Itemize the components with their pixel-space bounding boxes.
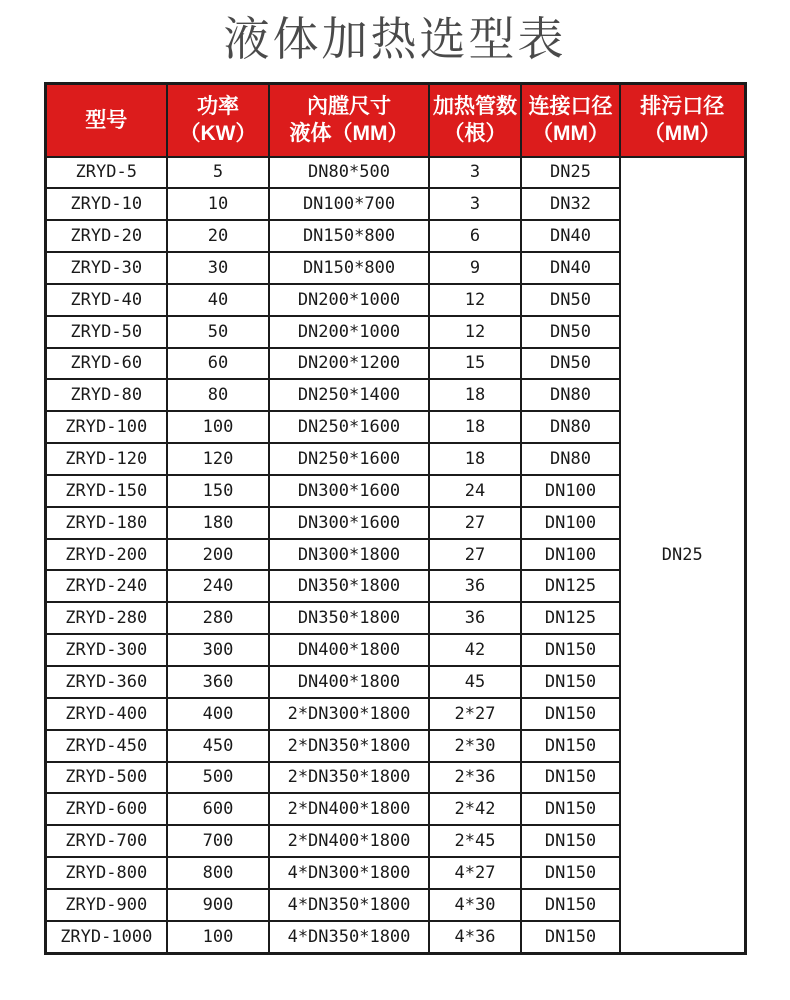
cell-connection: DN50: [521, 348, 620, 380]
cell-size: DN350*1800: [269, 602, 429, 634]
cell-size: DN300*1600: [269, 507, 429, 539]
cell-power: 900: [167, 889, 269, 921]
cell-power: 150: [167, 475, 269, 507]
cell-power: 500: [167, 762, 269, 794]
cell-size: DN400*1800: [269, 666, 429, 698]
cell-size: DN100*700: [269, 188, 429, 220]
cell-size: DN250*1400: [269, 379, 429, 411]
cell-connection: DN150: [521, 762, 620, 794]
cell-connection: DN25: [521, 157, 620, 189]
cell-model: ZRYD-60: [45, 348, 167, 380]
cell-tubes: 45: [429, 666, 521, 698]
cell-size: DN300*1600: [269, 475, 429, 507]
cell-size: DN80*500: [269, 157, 429, 189]
cell-power: 240: [167, 570, 269, 602]
cell-size: 2*DN400*1800: [269, 793, 429, 825]
cell-tubes: 4*30: [429, 889, 521, 921]
cell-power: 280: [167, 602, 269, 634]
header-cell-power: 功率 （KW）: [167, 84, 269, 157]
cell-model: ZRYD-400: [45, 698, 167, 730]
cell-size: 2*DN350*1800: [269, 730, 429, 762]
cell-connection: DN100: [521, 539, 620, 571]
cell-power: 180: [167, 507, 269, 539]
cell-power: 50: [167, 316, 269, 348]
cell-model: ZRYD-20: [45, 220, 167, 252]
cell-size: 2*DN300*1800: [269, 698, 429, 730]
cell-connection: DN150: [521, 634, 620, 666]
header-cell-connection: 连接口径 （MM）: [521, 84, 620, 157]
cell-tubes: 36: [429, 570, 521, 602]
cell-connection: DN80: [521, 443, 620, 475]
cell-model: ZRYD-300: [45, 634, 167, 666]
cell-size: 2*DN350*1800: [269, 762, 429, 794]
cell-connection: DN150: [521, 825, 620, 857]
table-header: [45, 84, 745, 157]
table-row: [45, 157, 745, 189]
cell-power: 800: [167, 857, 269, 889]
cell-tubes: 27: [429, 507, 521, 539]
cell-power: 10: [167, 188, 269, 220]
header-cell-drain: 排污口径 （MM）: [620, 84, 745, 157]
cell-size: DN200*1000: [269, 316, 429, 348]
cell-connection: DN150: [521, 857, 620, 889]
cell-tubes: 12: [429, 284, 521, 316]
cell-size: 4*DN350*1800: [269, 921, 429, 954]
cell-power: 700: [167, 825, 269, 857]
cell-size: DN200*1200: [269, 348, 429, 380]
cell-connection: DN150: [521, 793, 620, 825]
cell-size: DN200*1000: [269, 284, 429, 316]
cell-power: 20: [167, 220, 269, 252]
cell-connection: DN125: [521, 570, 620, 602]
cell-connection: DN50: [521, 284, 620, 316]
cell-size: 4*DN300*1800: [269, 857, 429, 889]
cell-power: 120: [167, 443, 269, 475]
cell-tubes: 2*36: [429, 762, 521, 794]
cell-power: 40: [167, 284, 269, 316]
cell-tubes: 2*27: [429, 698, 521, 730]
cell-model: ZRYD-40: [45, 284, 167, 316]
cell-tubes: 4*36: [429, 921, 521, 954]
cell-model: ZRYD-240: [45, 570, 167, 602]
cell-connection: DN100: [521, 507, 620, 539]
header-cell-model: 型号: [45, 84, 167, 157]
cell-connection: DN80: [521, 411, 620, 443]
cell-connection: DN150: [521, 730, 620, 762]
cell-model: ZRYD-5: [45, 157, 167, 189]
cell-connection: DN150: [521, 889, 620, 921]
cell-size: DN350*1800: [269, 570, 429, 602]
cell-model: ZRYD-360: [45, 666, 167, 698]
cell-power: 360: [167, 666, 269, 698]
cell-size: 4*DN350*1800: [269, 889, 429, 921]
cell-tubes: 18: [429, 379, 521, 411]
cell-model: ZRYD-200: [45, 539, 167, 571]
cell-tubes: 6: [429, 220, 521, 252]
cell-size: DN300*1800: [269, 539, 429, 571]
cell-tubes: 18: [429, 411, 521, 443]
cell-size: DN150*800: [269, 220, 429, 252]
cell-connection: DN150: [521, 666, 620, 698]
cell-power: 80: [167, 379, 269, 411]
cell-power: 300: [167, 634, 269, 666]
cell-power: 100: [167, 411, 269, 443]
cell-model: ZRYD-280: [45, 602, 167, 634]
cell-power: 30: [167, 252, 269, 284]
selection-table: [44, 82, 747, 955]
header-cell-size: 內膛尺寸 液体（MM）: [269, 84, 429, 157]
cell-power: 450: [167, 730, 269, 762]
cell-tubes: 2*45: [429, 825, 521, 857]
cell-tubes: 24: [429, 475, 521, 507]
cell-power: 5: [167, 157, 269, 189]
cell-power: 60: [167, 348, 269, 380]
cell-tubes: 9: [429, 252, 521, 284]
header-cell-tubes: 加热管数 （根）: [429, 84, 521, 157]
cell-tubes: 3: [429, 188, 521, 220]
cell-connection: DN150: [521, 698, 620, 730]
cell-power: 400: [167, 698, 269, 730]
cell-model: ZRYD-180: [45, 507, 167, 539]
cell-tubes: 36: [429, 602, 521, 634]
cell-size: DN150*800: [269, 252, 429, 284]
cell-model: ZRYD-900: [45, 889, 167, 921]
cell-tubes: 15: [429, 348, 521, 380]
cell-model: ZRYD-150: [45, 475, 167, 507]
cell-tubes: 2*30: [429, 730, 521, 762]
cell-connection: DN50: [521, 316, 620, 348]
cell-tubes: 27: [429, 539, 521, 571]
cell-model: ZRYD-30: [45, 252, 167, 284]
cell-tubes: 4*27: [429, 857, 521, 889]
cell-tubes: 42: [429, 634, 521, 666]
cell-tubes: 2*42: [429, 793, 521, 825]
cell-model: ZRYD-10: [45, 188, 167, 220]
cell-model: ZRYD-1000: [45, 921, 167, 954]
cell-model: ZRYD-450: [45, 730, 167, 762]
cell-model: ZRYD-500: [45, 762, 167, 794]
cell-connection: DN40: [521, 220, 620, 252]
cell-model: ZRYD-120: [45, 443, 167, 475]
cell-tubes: 3: [429, 157, 521, 189]
cell-size: DN250*1600: [269, 411, 429, 443]
table-body: [45, 157, 745, 954]
page-title: 液体加热选型表: [223, 13, 567, 65]
cell-power: 600: [167, 793, 269, 825]
cell-size: DN250*1600: [269, 443, 429, 475]
cell-tubes: 12: [429, 316, 521, 348]
cell-tubes: 18: [429, 443, 521, 475]
cell-connection: DN40: [521, 252, 620, 284]
cell-connection: DN32: [521, 188, 620, 220]
cell-model: ZRYD-700: [45, 825, 167, 857]
cell-size: DN400*1800: [269, 634, 429, 666]
cell-model: ZRYD-50: [45, 316, 167, 348]
cell-power: 200: [167, 539, 269, 571]
cell-connection: DN100: [521, 475, 620, 507]
cell-model: ZRYD-100: [45, 411, 167, 443]
cell-drain-merged: DN25: [620, 157, 745, 954]
cell-model: ZRYD-600: [45, 793, 167, 825]
cell-power: 100: [167, 921, 269, 954]
cell-connection: DN80: [521, 379, 620, 411]
cell-model: ZRYD-800: [45, 857, 167, 889]
table-header-row: [45, 84, 745, 157]
cell-connection: DN125: [521, 602, 620, 634]
cell-connection: DN150: [521, 921, 620, 954]
cell-size: 2*DN400*1800: [269, 825, 429, 857]
cell-model: ZRYD-80: [45, 379, 167, 411]
